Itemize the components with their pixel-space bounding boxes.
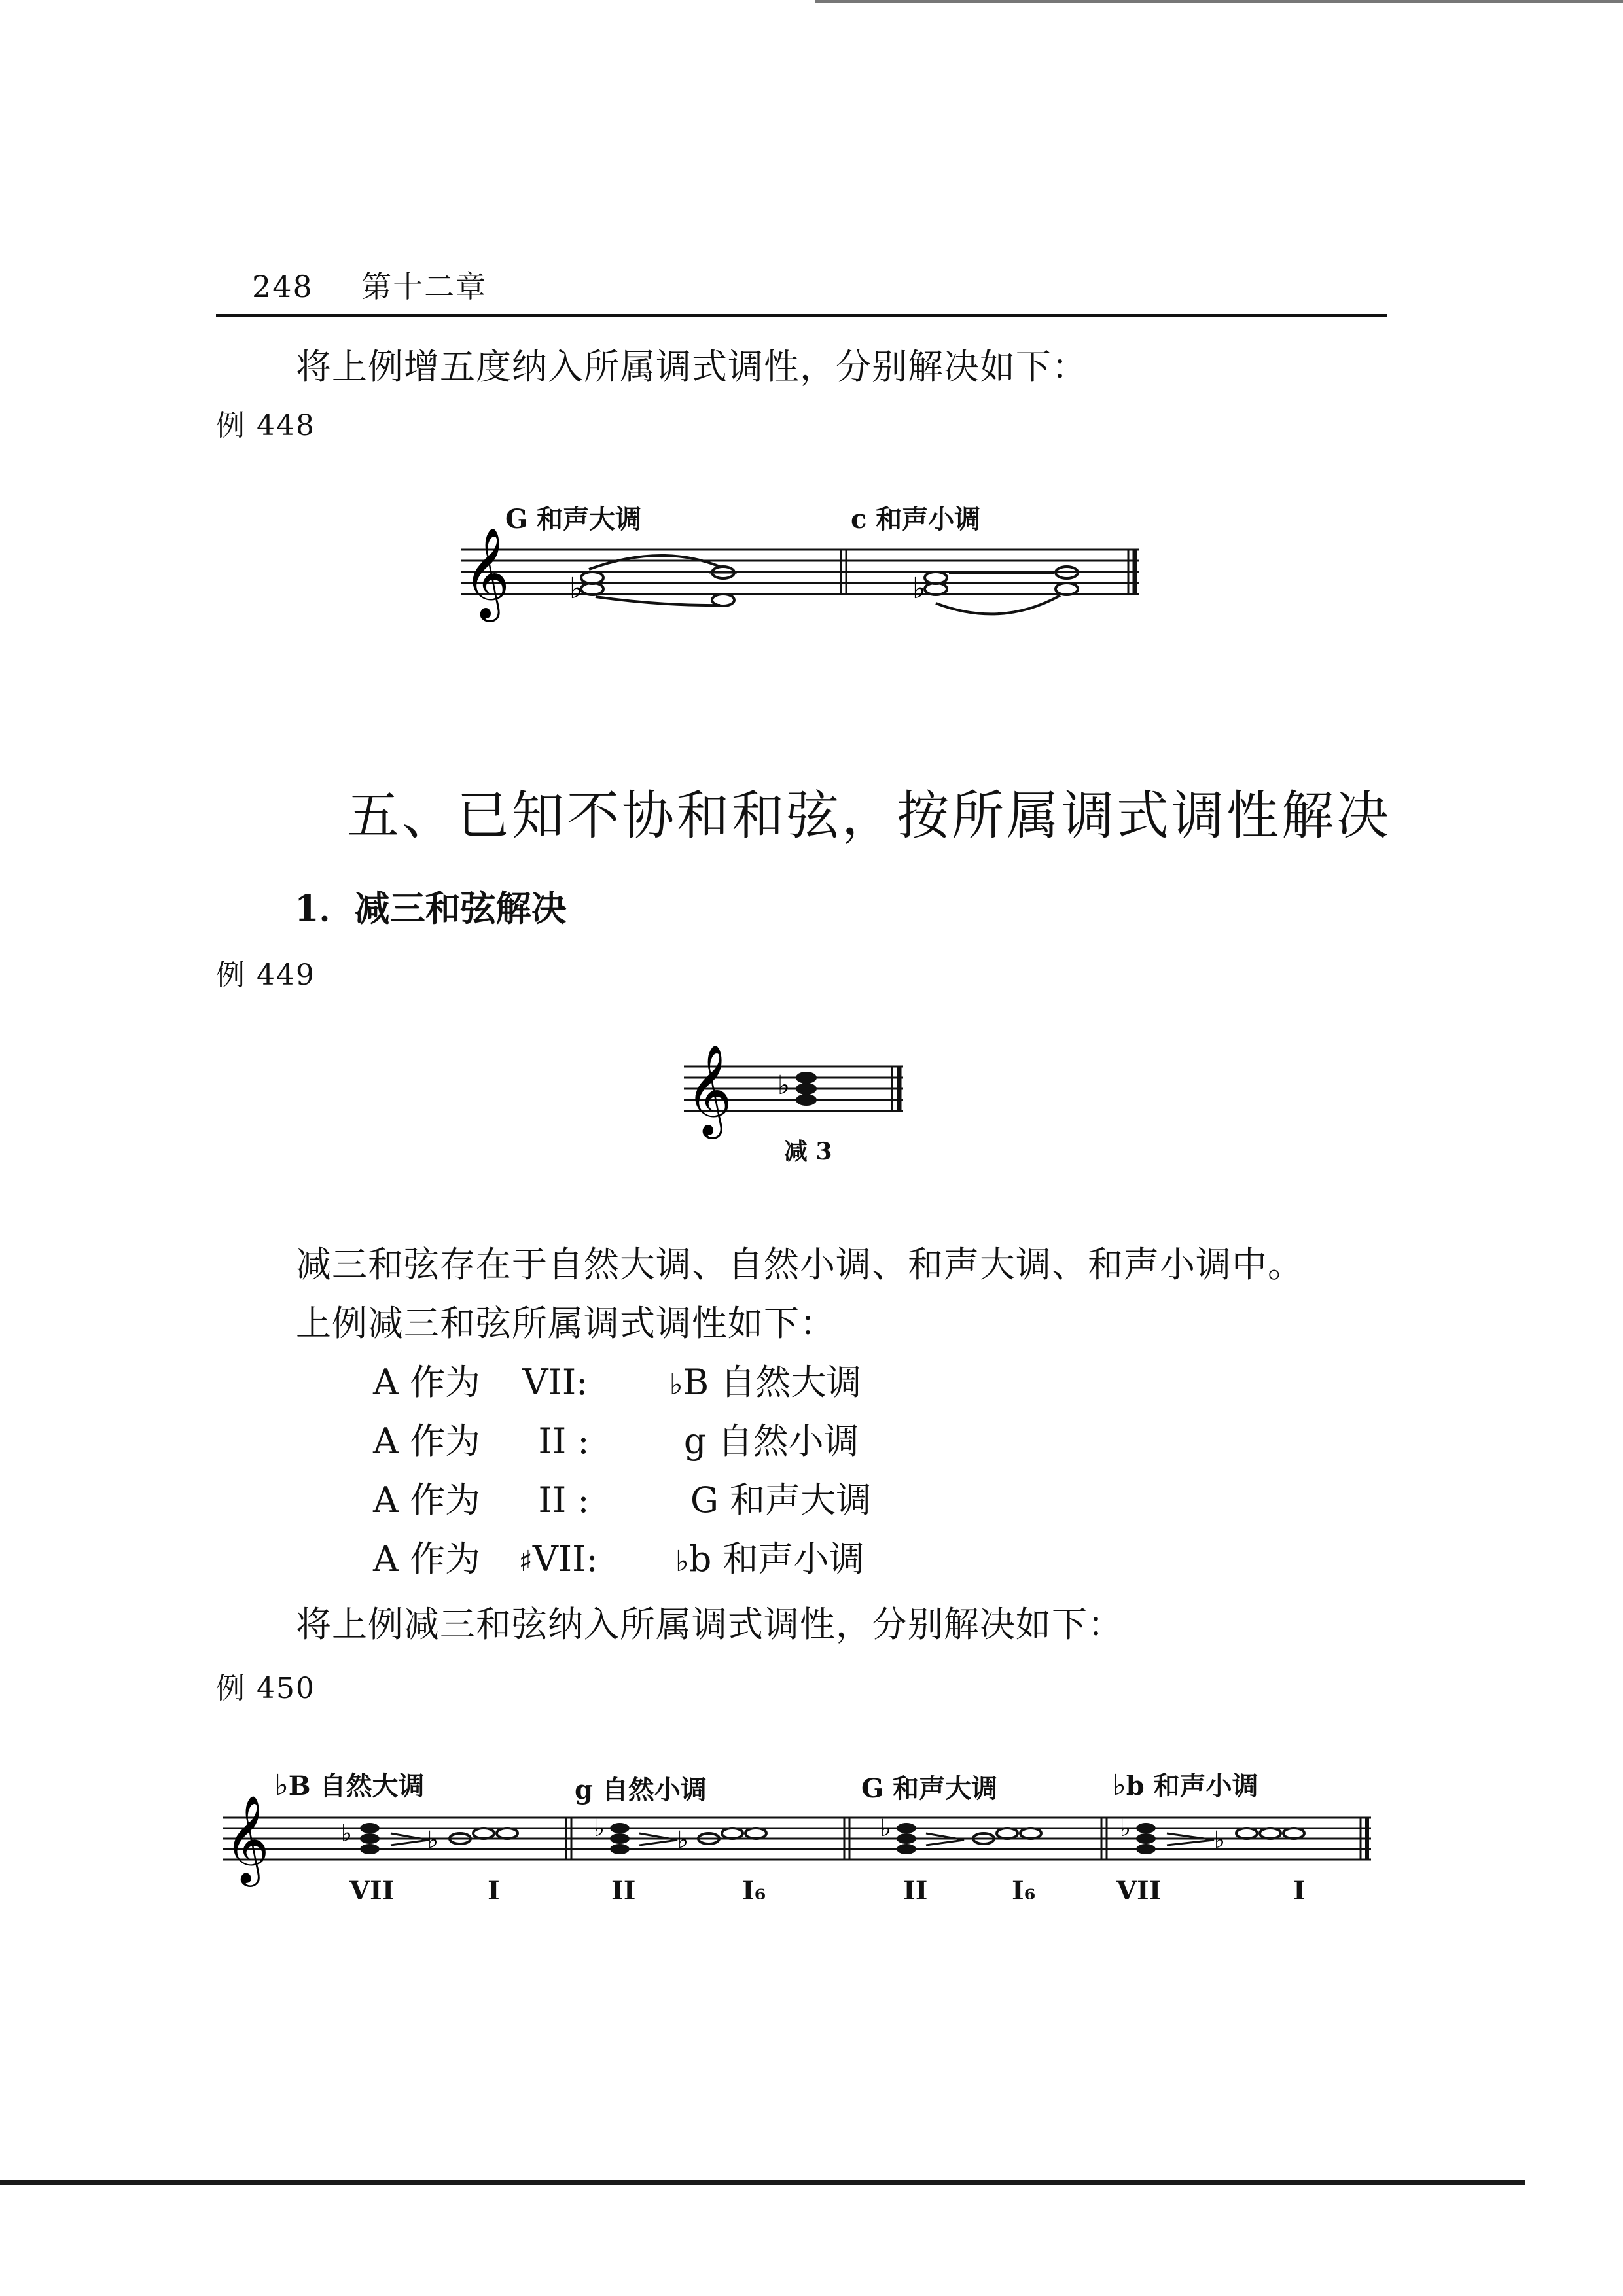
roman-numeral: VII [349,1875,395,1906]
flat-icon: ♭ [569,572,583,605]
roman-numeral: VII [1116,1875,1162,1906]
example-label-450: 例 450 [216,1672,315,1705]
flat-icon: ♭ [1214,1827,1225,1854]
treble-clef-icon: 𝄞 [686,1044,732,1135]
list-item: A 作为 ♯VII: ♭b 和声小调 [373,1538,865,1580]
chapter-title: 第十二章 [361,269,488,304]
key-label: G 和声大调 [690,1479,872,1521]
roman-numeral: I [1293,1875,1306,1906]
subsection-title: 1．减三和弦解决 [294,887,567,929]
ex450-key-label-3: G 和声大调 [861,1773,998,1804]
example-label-449: 例 449 [216,959,315,992]
ex449-chord-label: 减 3 [784,1138,832,1165]
flat-icon: ♭ [1113,1769,1126,1802]
list-item: A 作为 VII: ♭B 自然大调 [373,1362,862,1403]
treble-clef-icon: 𝄞 [463,527,510,618]
intro-paragraph-448: 将上例增五度纳入所属调式调性，分别解决如下： [296,346,1088,387]
flat-icon: ♭ [594,1815,605,1842]
roman-numeral: II [903,1875,928,1906]
list-item: A 作为 II : G 和声大调 [373,1479,872,1521]
page-number: 248 [252,269,313,304]
flat-icon: ♭ [777,1070,790,1101]
header-rule [216,314,1387,317]
flat-icon: ♭ [275,1769,289,1802]
flat-icon: ♭ [427,1827,438,1854]
running-header [252,263,487,306]
flat-icon: ♭ [677,1827,688,1854]
key-label: b 和声小调 [688,1538,865,1580]
roman-numeral: I₆ [1012,1875,1036,1906]
flat-icon: ♭ [669,1368,683,1402]
ex448-staff [458,527,1145,635]
ex448-key-label-2: c 和声小调 [851,504,981,535]
ex448-key-label-1: G 和声大调 [505,504,642,535]
degree-label: II : [538,1479,590,1521]
flat-icon: ♭ [341,1820,352,1847]
intro-paragraph-450: 将上例减三和弦纳入所属调式调性，分别解决如下： [296,1604,1124,1645]
flat-icon: ♭ [912,572,926,605]
degree-label: II : [538,1421,590,1462]
scan-edge-top [815,0,1623,3]
sharp-icon: ♯ [518,1545,533,1578]
ex450-key-label-4: ♭b 和声小调 [1113,1769,1258,1802]
scan-edge-bottom [0,2180,1525,2185]
section-title: 五、已知不协和和弦，按所属调式调性解决 [347,785,1391,846]
key-label: B 自然大调 [683,1362,862,1403]
degree-label: VII: [522,1362,588,1403]
ex450-key-label-1: ♭B 自然大调 [275,1769,425,1802]
degree-label: VII: [532,1538,598,1580]
list-item: A 作为 II : g 自然小调 [373,1421,859,1462]
paragraph-1: 减三和弦存在于自然大调、自然小调、和声大调、和声小调中。 [296,1244,1304,1285]
roman-numeral: I₆ [742,1875,766,1906]
flat-icon: ♭ [880,1815,891,1842]
roman-numeral: I [488,1875,500,1906]
flat-icon: ♭ [675,1545,689,1578]
treble-clef-icon: 𝄞 [224,1795,270,1883]
roman-numeral: II [611,1875,636,1906]
flat-icon: ♭ [1120,1815,1131,1842]
ex450-key-label-2: g 自然小调 [575,1775,707,1805]
example-label-448: 例 448 [216,409,315,442]
key-label: g 自然小调 [683,1421,859,1462]
paragraph-2: 上例减三和弦所属调式调性如下： [296,1303,836,1344]
